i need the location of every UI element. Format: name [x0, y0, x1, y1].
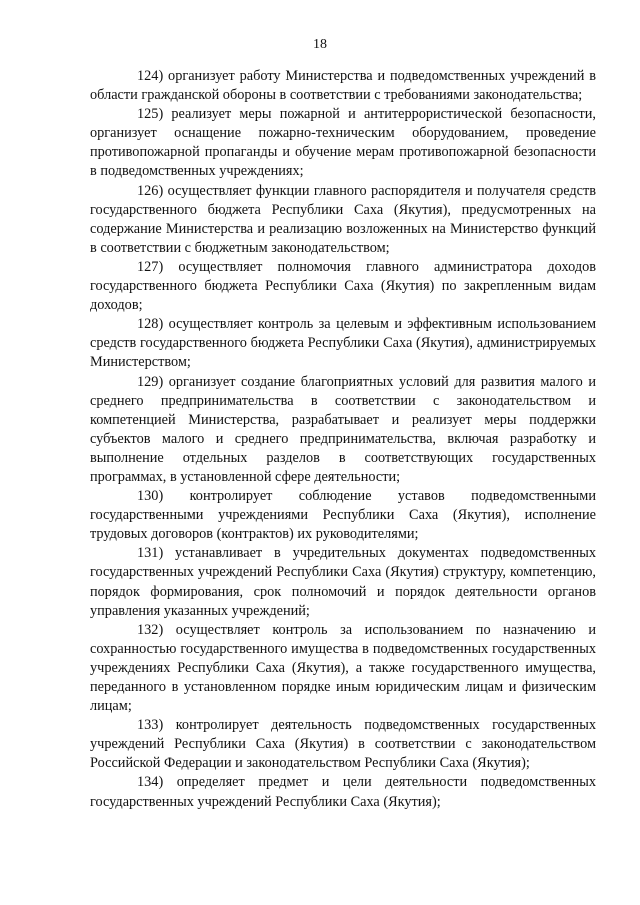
list-item-127: 127) осуществляет полномочия главного администратора доходов государственного бюджета Республики Саха (Якутия) по закрепленным видам доходов;: [90, 258, 596, 314]
list-item-129: 129) организует создание благоприятных условий для развития малого и среднего предпринимательства в соответствии с законодательством и компетенцией Министерства, разрабатывает и реализует меры поддержки субъектов малого и среднего предпринимательства, включая разработку и выполнение отдельных разделов в соответствующих государственных программах, в установленной сфере деятельности;: [90, 373, 596, 485]
list-item-124: 124) организует работу Министерства и подведомственных учреждений в области гражданской обороны в соответствии с требованиями законодательства;: [90, 68, 596, 104]
list-item-128: 128) осуществляет контроль за целевым и эффективным использованием средств государственного бюджета Республики Саха (Якутия), администрируемых Министерством;: [90, 316, 596, 371]
list-item-131: 131) устанавливает в учредительных документах подведомственных государственных учреждений Республики Саха (Якутия) структуру, компетенцию, порядок формирования, срок полномочий и порядок деятельности органов управления указанных учреждений;: [90, 545, 596, 619]
list-item-133: 133) контролирует деятельность подведомственных государственных учреждений Республики Саха (Якутия) в соответствии с законодательством Российской Федерации и законодательством Республики Саха (Якутия);: [90, 717, 596, 772]
list-item-134: 134) определяет предмет и цели деятельности подведомственных государственных учреждений Республики Саха (Якутия);: [90, 774, 596, 810]
list-item-126: 126) осуществляет функции главного распорядителя и получателя средств государственного бюджета Республики Саха (Якутия), предусмотренных на содержание Министерства и реализацию возложенных на Министерство функций в соответствии с бюджетным законодательством;: [90, 182, 596, 256]
page-number: 18: [313, 37, 327, 52]
list-item-130: 130) контролирует соблюдение уставов подведомственными государственными учреждениями Республики Саха (Якутия), исполнение трудовых договоров (контрактов) их руководителями;: [90, 488, 596, 543]
document-body: [90, 67, 596, 812]
list-item-125: 125) реализует меры пожарной и антитеррористической безопасности, организует оснащение пожарно-техническим оборудованием, проведение противопожарной пропаганды и обучение мерам противопожарной безопасности в подведомственных учреждениях;: [90, 106, 596, 180]
list-item-132: 132) осуществляет контроль за использованием по назначению и сохранностью государственного имущества в подведомственных государственных учреждениях Республики Саха (Якутия), а также государственного имущества, переданного в установленном порядке иным юридическим лицам и физическим лицам;: [90, 621, 596, 715]
